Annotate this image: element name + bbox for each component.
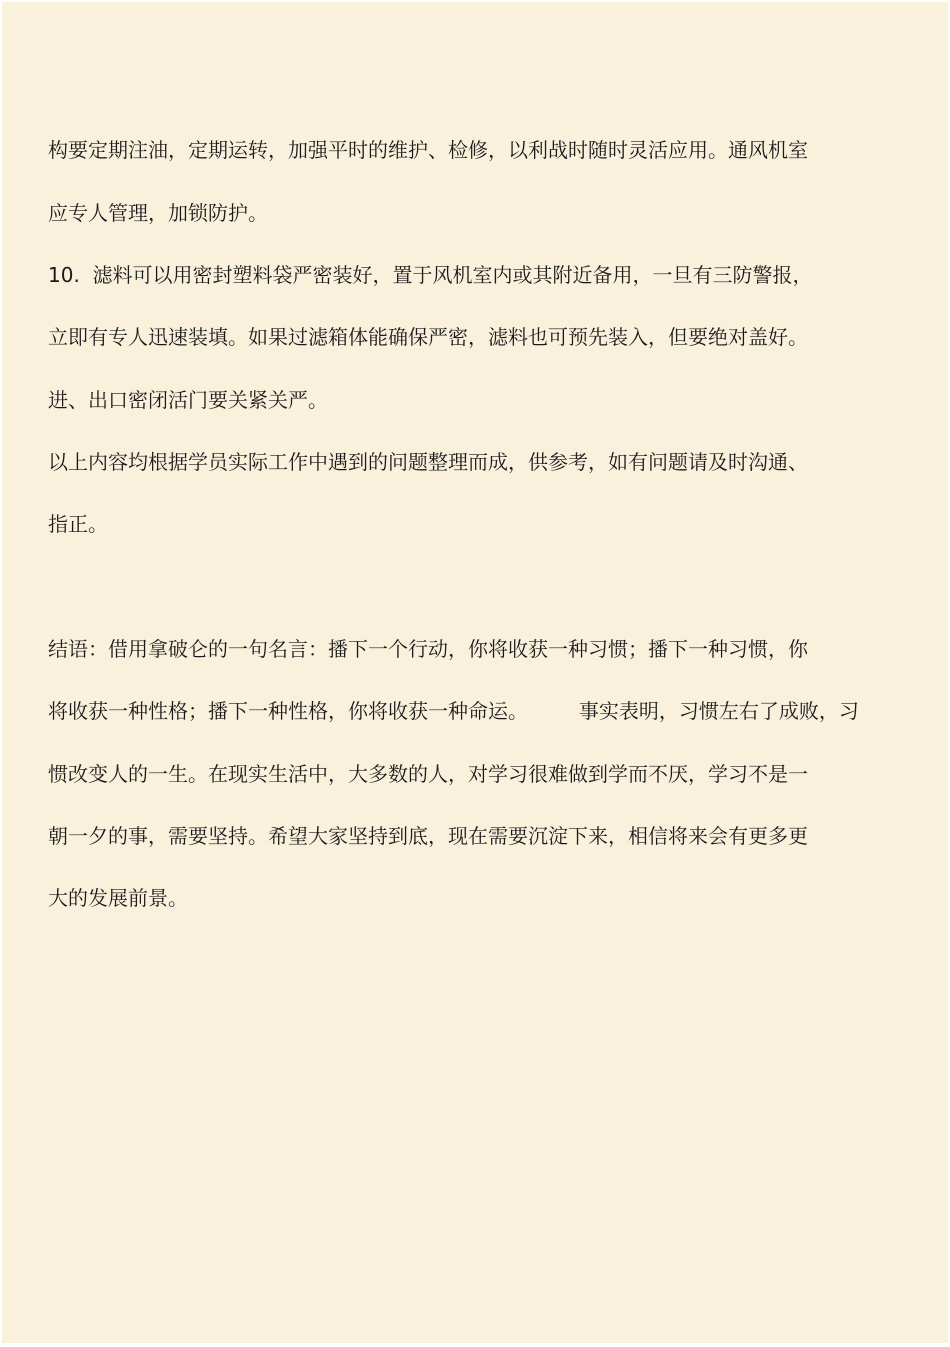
conclusion-line: 朝一夕的事，需要坚持。希望大家坚持到底，现在需要沉淀下来，相信将来会有更多更 xyxy=(48,824,808,848)
body-text-line: 构要定期注油，定期运转，加强平时的维护、检修，以利战时随时灵活应用。通风机室 xyxy=(48,138,808,162)
body-text-line: 立即有专人迅速装填。如果过滤箱体能确保严密，滤料也可预先装入，但要绝对盖好。 xyxy=(48,325,808,349)
conclusion-line: 惯改变人的一生。在现实生活中，大多数的人，对学习很难做到学而不厌，学习不是一 xyxy=(48,762,808,786)
conclusion-line: 结语：借用拿破仑的一句名言：播下一个行动，你将收获一种习惯；播下一种习惯，你 xyxy=(48,637,808,661)
body-text-line: 应专人管理，加锁防护。 xyxy=(48,201,268,225)
list-item-10: 10. 滤料可以用密封塑料袋严密装好，置于风机室内或其附近备用，一旦有三防警报， xyxy=(48,263,813,287)
conclusion-line: 大的发展前景。 xyxy=(48,886,188,910)
document-page xyxy=(2,2,948,1343)
body-text-line: 以上内容均根据学员实际工作中遇到的问题整理而成，供参考，如有问题请及时沟通、 xyxy=(48,450,808,474)
conclusion-line: 将收获一种性格；播下一种性格，你将收获一种命运。 事实表明，习惯左右了成败，习 xyxy=(48,699,859,723)
body-text-line: 指正。 xyxy=(48,512,108,536)
body-text-line: 进、出口密闭活门要关紧关严。 xyxy=(48,388,328,412)
